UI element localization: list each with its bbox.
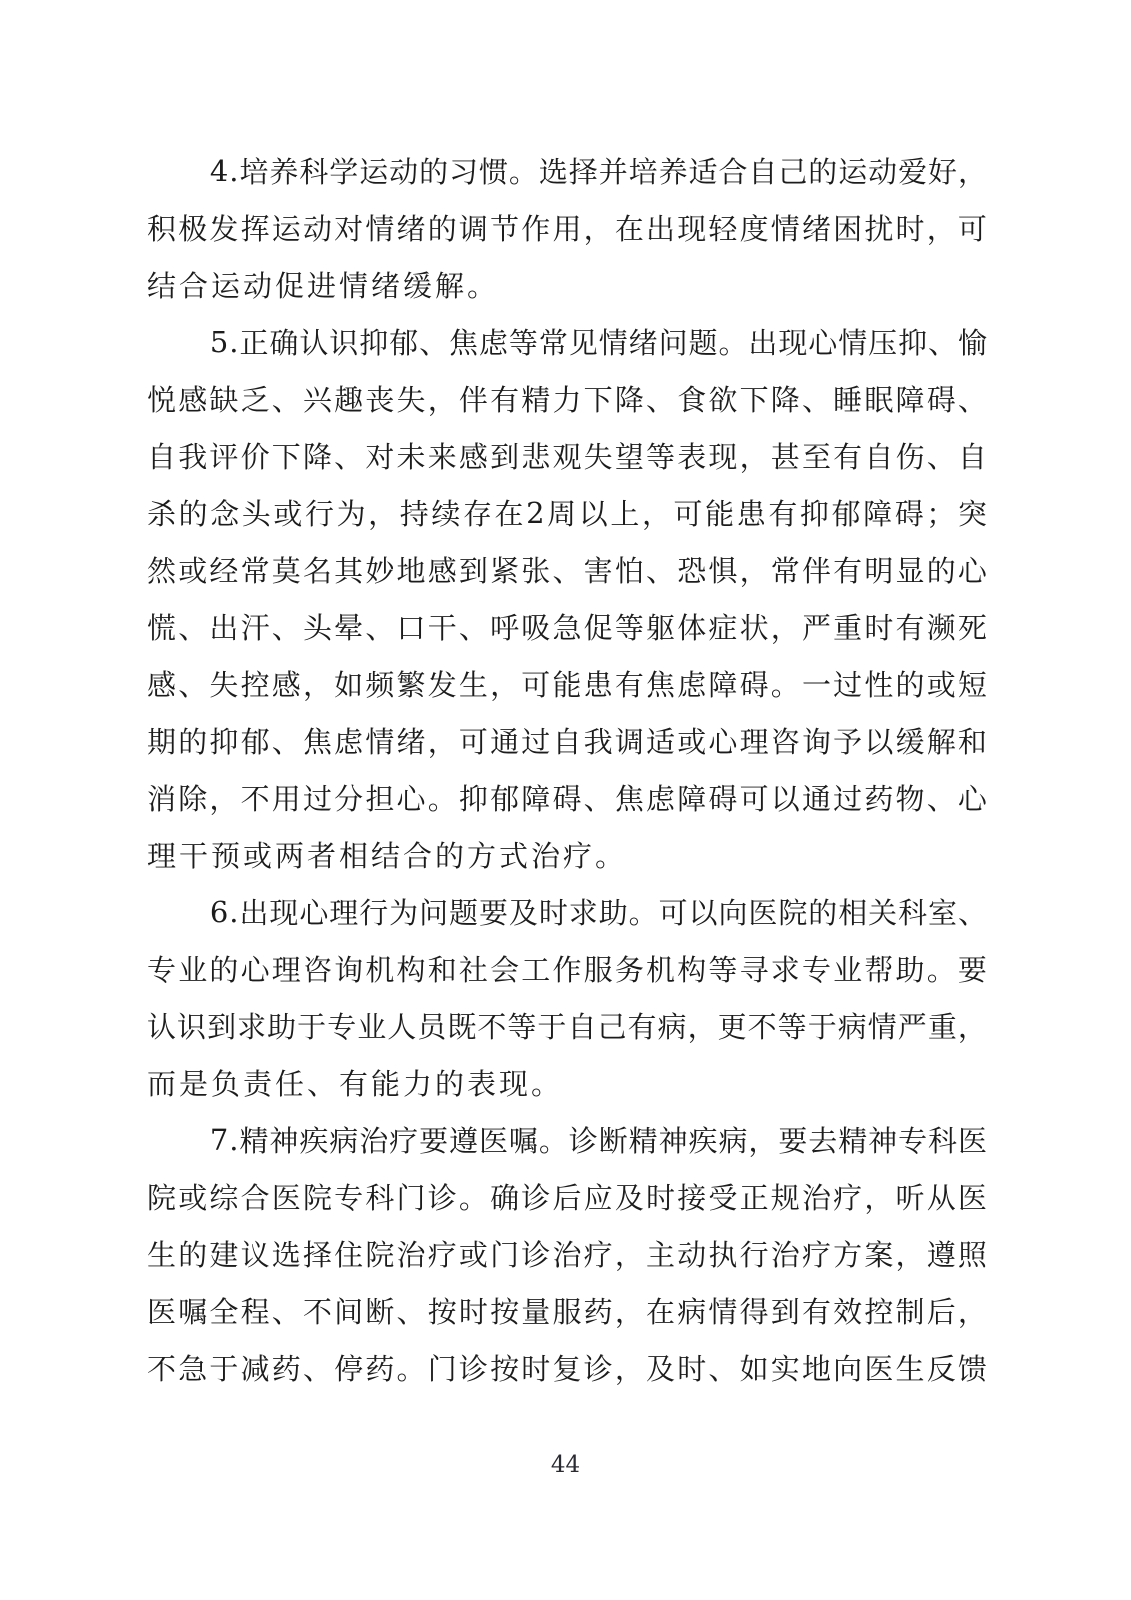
page-number: 44 [550,1452,581,1478]
document-line: 医 嘱 全 程 、 不 间 断 、 按 时 按 量 服 药 ， 在 病 情 得 到 有 效 控 制 后 ， [147,1295,987,1329]
document-line: 6 . 出 现 心 理 行 为 问 题 要 及 时 求 助 。 可 以 向 医 院 的 相 关 科 室 、 [147,883,987,940]
document-line: 感 、 失 控 感 ， 如 频 繁 发 生 ， 可 能 患 有 焦 虑 障 碍 。 一 过 性 的 或 短 [147,668,987,702]
document-line [147,826,987,883]
document-line: 然 或 经 常 莫 名 其 妙 地 感 到 紧 张 、 害 怕 、 恐 惧 ， 常 伴 有 明 显 的 心 [147,554,987,588]
document-line: 认 识 到 求 助 于 专 业 人 员 既 不 等 于 自 己 有 病 ， 更 不 等 于 病 情 严 重 ， [147,1010,987,1044]
document-line: 生 的 建 议 选 择 住 院 治 疗 或 门 诊 治 疗 ， 主 动 执 行 治 疗 方 案 ， 遵 照 [147,1238,987,1272]
first-line-indent [147,341,209,342]
document-line: 院 或 综 合 医 院 专 科 门 诊 。 确 诊 后 应 及 时 接 受 正 规 治 疗 ， 听 从 医 [147,1181,987,1215]
line-text: 结合运动促进情绪缓解。 [147,269,500,303]
document-line: 5 . 正 确 认 识 抑 郁 、 焦 虑 等 常 见 情 绪 问 题 。 出 现 心 情 压 抑 、 愉 [147,313,987,370]
first-line-indent [147,911,209,912]
document-line [147,256,987,313]
document-body [147,142,987,1396]
document-line: 期 的 抑 郁 、 焦 虑 情 绪 ， 可 通 过 自 我 调 适 或 心 理 咨 询 予 以 缓 解 和 [147,725,987,759]
document-line: 慌 、 出 汗 、 头 晕 、 口 干 、 呼 吸 急 促 等 躯 体 症 状 ， 严 重 时 有 濒 死 [147,611,987,645]
document-line [147,1054,987,1111]
document-line: 不 急 于 减 药 、 停 药 。 门 诊 按 时 复 诊 ， 及 时 、 如 实 地 向 医 生 反 馈 [147,1352,987,1386]
line-text: 理干预或两者相结合的方式治疗。 [147,839,628,873]
document-line: 专 业 的 心 理 咨 询 机 构 和 社 会 工 作 服 务 机 构 等 寻 求 专 业 帮 助 。 要 [147,953,987,987]
document-line: 积 极 发 挥 运 动 对 情 绪 的 调 节 作 用 ， 在 出 现 轻 度 情 绪 困 扰 时 ， 可 [147,212,987,246]
document-line: 悦 感 缺 乏 、 兴 趣 丧 失 ， 伴 有 精 力 下 降 、 食 欲 下 降 、 睡 眠 障 碍 、 [147,383,987,417]
document-line: 杀 的 念 头 或 行 为 ， 持 续 存 在 2 周 以 上 ， 可 能 患 有 抑 郁 障 碍 ； 突 [147,495,987,531]
document-line: 7 . 精 神 疾 病 治 疗 要 遵 医 嘱 。 诊 断 精 神 疾 病 ， 要 去 精 神 专 科 医 [147,1111,987,1168]
first-line-indent [147,170,209,171]
document-line: 自 我 评 价 下 降 、 对 未 来 感 到 悲 观 失 望 等 表 现 ， 甚 至 有 自 伤 、 自 [147,440,987,474]
first-line-indent [147,1139,209,1140]
line-text: 而是负责任、有能力的表现。 [147,1067,564,1101]
document-line: 消 除 ， 不 用 过 分 担 心 。 抑 郁 障 碍 、 焦 虑 障 碍 可 以 通 过 药 物 、 心 [147,782,987,816]
document-line: 4 . 培 养 科 学 运 动 的 习 惯 。 选 择 并 培 养 适 合 自 己 的 运 动 爱 好 ， [147,142,987,199]
